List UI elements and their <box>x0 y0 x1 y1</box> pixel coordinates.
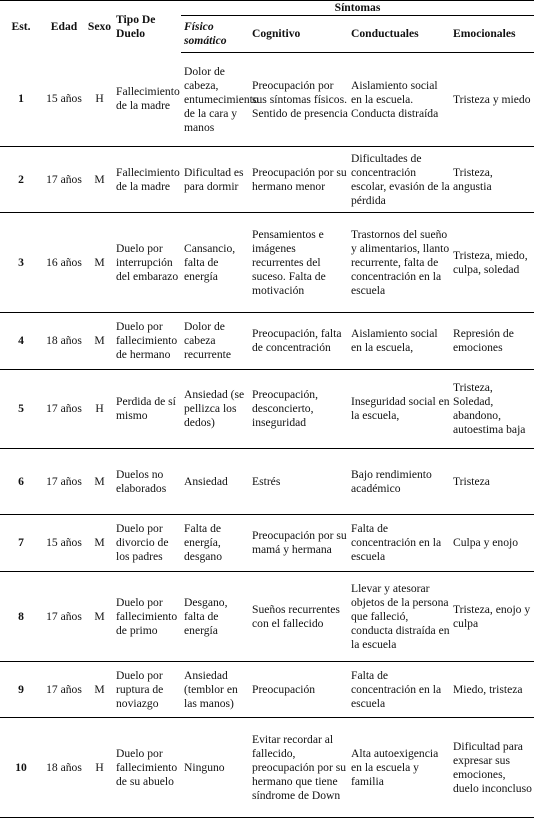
cell-cognitivo: Sueños recurrentes con el fallecido <box>249 572 348 662</box>
cell-sexo: M <box>86 213 113 313</box>
header-emocionales: Emocionales <box>450 16 534 53</box>
table-row <box>0 449 534 515</box>
table-row <box>0 53 534 147</box>
cell-edad: 17 años <box>42 147 86 213</box>
cell-tipo-duelo: Duelo por fallecimiento de primo <box>113 572 181 662</box>
cell-edad: 15 años <box>42 515 86 572</box>
cell-est: 3 <box>0 213 42 313</box>
cell-conductuales: Alta autoexigencia en la escuela y familia <box>348 718 450 818</box>
cell-fisico: Ninguno <box>181 718 249 818</box>
cell-fisico: Falta de energía, desgano <box>181 515 249 572</box>
cell-est: 1 <box>0 53 42 147</box>
cell-tipo-duelo: Duelo por fallecimiento de su abuelo <box>113 718 181 818</box>
cell-edad: 17 años <box>42 449 86 515</box>
cell-tipo-duelo: Duelo por interrupción del embarazo <box>113 213 181 313</box>
cell-est: 7 <box>0 515 42 572</box>
cell-tipo-duelo: Fallecimiento de la madre <box>113 147 181 213</box>
cell-est: 6 <box>0 449 42 515</box>
cell-fisico: Dolor de cabeza, entumecimiento de la cara y manos <box>181 53 249 147</box>
table-row <box>0 213 534 313</box>
cell-fisico: Cansancio, falta de energía <box>181 213 249 313</box>
cell-cognitivo: Preocupación, desconcierto, inseguridad <box>249 370 348 449</box>
cell-tipo-duelo: Duelos no elaborados <box>113 449 181 515</box>
cell-conductuales: Falta de concentración en la escuela <box>348 515 450 572</box>
cell-conductuales: Aislamiento social en la escuela. Conducta distraída <box>348 53 450 147</box>
cell-sexo: H <box>86 718 113 818</box>
header-cognitivo: Cognitivo <box>249 16 348 53</box>
cell-sexo: M <box>86 572 113 662</box>
cell-edad: 15 años <box>42 53 86 147</box>
header-fisico-somatico: Físico somático <box>181 16 249 53</box>
table-row <box>0 515 534 572</box>
cell-conductuales: Trastornos del sueño y alimentarios, llanto recurrente, falta de concentración en la escuela <box>348 213 450 313</box>
cell-est: 10 <box>0 718 42 818</box>
cell-edad: 17 años <box>42 572 86 662</box>
cell-conductuales: Dificultades de concentración escolar, evasión de la pérdida <box>348 147 450 213</box>
cell-fisico: Ansiedad (se pellizca los dedos) <box>181 370 249 449</box>
cell-sexo: M <box>86 449 113 515</box>
header-edad: Edad <box>42 1 86 53</box>
cell-edad: 16 años <box>42 213 86 313</box>
cell-tipo-duelo: Perdida de sí mismo <box>113 370 181 449</box>
cell-conductuales: Aislamiento social en la escuela, <box>348 313 450 370</box>
cell-emocionales: Tristeza, miedo, culpa, soledad <box>450 213 534 313</box>
cell-sexo: M <box>86 147 113 213</box>
cell-emocionales: Tristeza, Soledad, abandono, autoestima baja <box>450 370 534 449</box>
cell-est: 8 <box>0 572 42 662</box>
table-row <box>0 370 534 449</box>
cell-cognitivo: Evitar recordar al fallecido, preocupación por su hermano que tiene síndrome de Down <box>249 718 348 818</box>
cell-conductuales: Falta de concentración en la escuela <box>348 662 450 718</box>
cell-emocionales: Tristeza y miedo <box>450 53 534 147</box>
header-sintomas: Síntomas <box>181 1 534 16</box>
cell-est: 5 <box>0 370 42 449</box>
header-tipo-duelo: Tipo De Duelo <box>113 1 181 53</box>
header-conductuales: Conductuales <box>348 16 450 53</box>
cell-emocionales: Represión de emociones <box>450 313 534 370</box>
cell-cognitivo: Preocupación <box>249 662 348 718</box>
cell-cognitivo: Preocupación, falta de concentración <box>249 313 348 370</box>
cell-fisico: Ansiedad (temblor en las manos) <box>181 662 249 718</box>
table-row <box>0 662 534 718</box>
cell-emocionales: Culpa y enojo <box>450 515 534 572</box>
cell-emocionales: Tristeza, angustia <box>450 147 534 213</box>
table-row <box>0 147 534 213</box>
cell-sexo: H <box>86 370 113 449</box>
cell-est: 2 <box>0 147 42 213</box>
cell-conductuales: Llevar y atesorar objetos de la persona que falleció, conducta distraída en la escuela <box>348 572 450 662</box>
cell-edad: 18 años <box>42 718 86 818</box>
cell-edad: 17 años <box>42 662 86 718</box>
cell-est: 4 <box>0 313 42 370</box>
cell-tipo-duelo: Duelo por divorcio de los padres <box>113 515 181 572</box>
cell-conductuales: Bajo rendimiento académico <box>348 449 450 515</box>
cell-cognitivo: Pensamientos e imágenes recurrentes del suceso. Falta de motivación <box>249 213 348 313</box>
cell-cognitivo: Preocupación por su hermano menor <box>249 147 348 213</box>
cell-conductuales: Inseguridad social en la escuela, <box>348 370 450 449</box>
cell-edad: 17 años <box>42 370 86 449</box>
table-row <box>0 572 534 662</box>
cell-edad: 18 años <box>42 313 86 370</box>
cell-emocionales: Tristeza <box>450 449 534 515</box>
cell-tipo-duelo: Fallecimiento de la madre <box>113 53 181 147</box>
cell-sexo: M <box>86 662 113 718</box>
cell-tipo-duelo: Duelo por ruptura de noviazgo <box>113 662 181 718</box>
table-row <box>0 718 534 818</box>
header-sexo: Sexo <box>86 1 113 53</box>
cell-cognitivo: Preocupación por su mamá y hermana <box>249 515 348 572</box>
cell-sexo: M <box>86 515 113 572</box>
cell-fisico: Desgano, falta de energía <box>181 572 249 662</box>
cell-cognitivo: Preocupación por sus síntomas físicos. Sentido de presencia <box>249 53 348 147</box>
cell-est: 9 <box>0 662 42 718</box>
cell-cognitivo: Estrés <box>249 449 348 515</box>
table-row <box>0 313 534 370</box>
cell-sexo: M <box>86 313 113 370</box>
cell-fisico: Dificultad es para dormir <box>181 147 249 213</box>
cell-emocionales: Miedo, tristeza <box>450 662 534 718</box>
cell-tipo-duelo: Duelo por fallecimiento de hermano <box>113 313 181 370</box>
cell-emocionales: Dificultad para expresar sus emociones, duelo inconcluso <box>450 718 534 818</box>
cell-sexo: H <box>86 53 113 147</box>
cell-emocionales: Tristeza, enojo y culpa <box>450 572 534 662</box>
cell-fisico: Ansiedad <box>181 449 249 515</box>
header-est: Est. <box>0 1 42 53</box>
cell-fisico: Dolor de cabeza recurrente <box>181 313 249 370</box>
